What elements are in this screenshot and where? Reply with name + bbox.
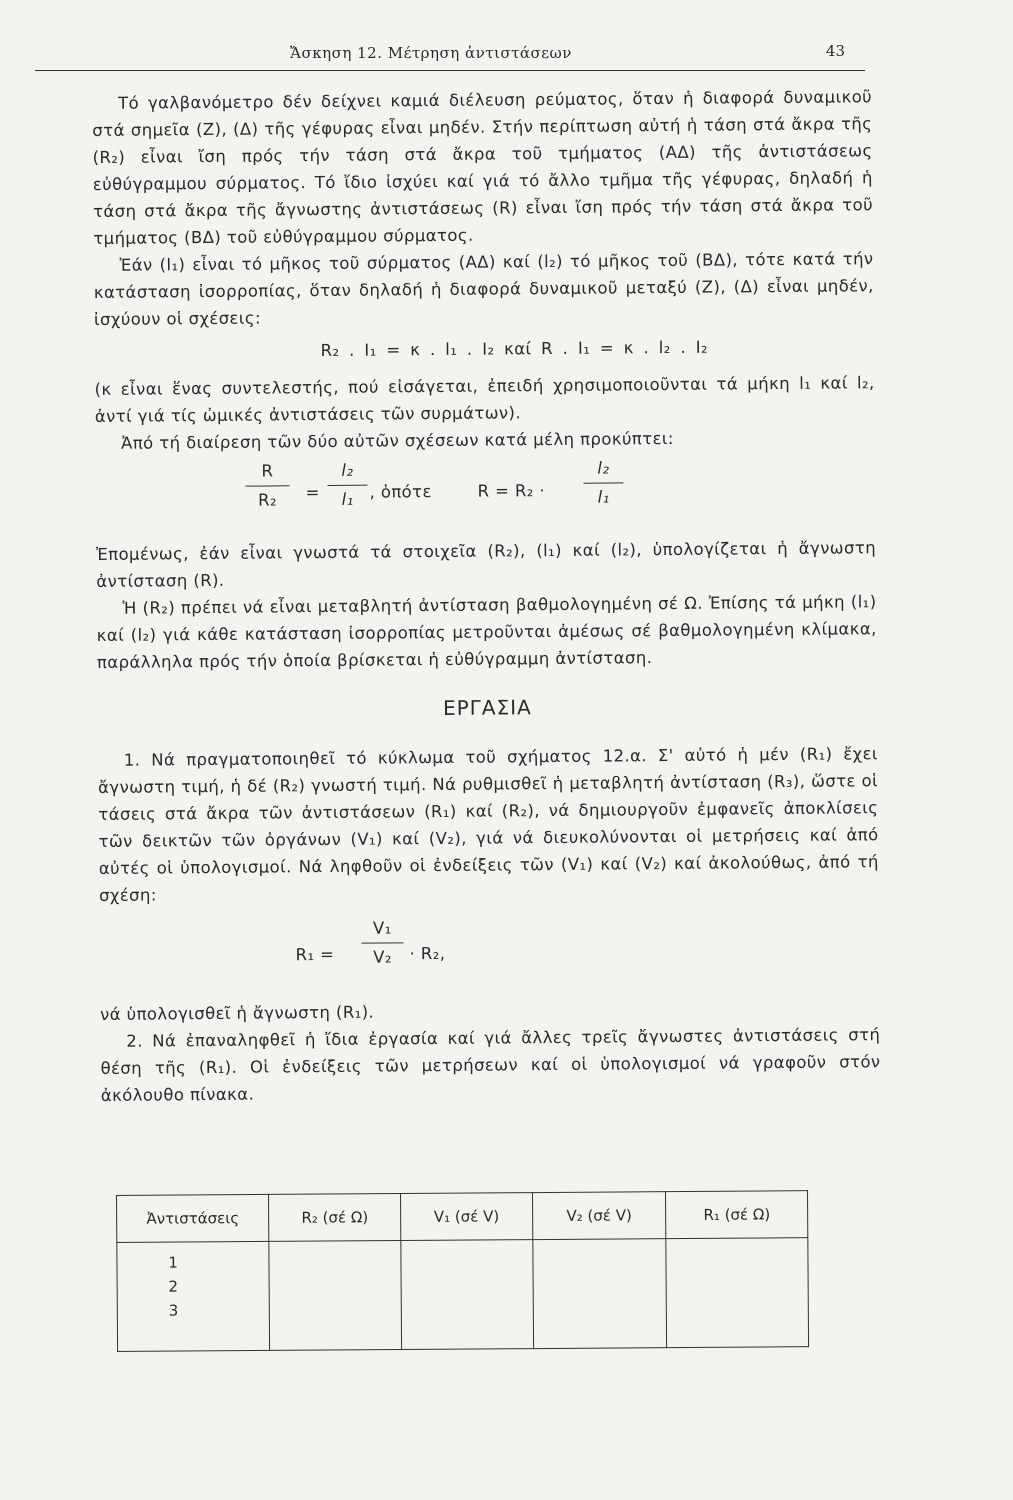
row-number: 3 <box>168 1301 179 1320</box>
column-header: Ἀντιστάσεις <box>117 1194 270 1242</box>
result-lhs: R = R₂ · <box>477 481 546 501</box>
table-header-row <box>117 1191 808 1243</box>
paragraph-task-2: 2. Νά ἐπαναληφθεῖ ἡ ἴδια ἐργασία καί γιά ἄλλες τρεῖς ἄγνωστες ἀντιστάσεις στή θέση τῆς (R₁). Οἱ ἐνδείξεις τῶν μετρήσεων καί οἱ ὑπολογισμοί νά γραφοῦν στόν ἀκόλουθο πίνακα. <box>100 1025 881 1105</box>
fraction-v1-over-v2: V₁ V₂ <box>361 916 403 969</box>
formula3-lhs: R₁ = <box>295 944 335 965</box>
table-cell <box>401 1240 533 1350</box>
fraction-result: l₂ l₁ <box>583 456 623 509</box>
paragraph-known-elements: Ἐπομένως, ἐάν εἶναι γνωστά τά στοιχεῖα (R₂), (l₁) καί (l₂), ὑπολογίζεται ἡ ἄγνωστη ἀντίσταση (R). <box>95 538 877 591</box>
paragraph-lengths: Ἐάν (l₁) εἶναι τό μῆκος τοῦ σύρματος (ΑΔ) καί (l₂) τό μῆκος τοῦ (ΒΔ), τότε κατά τήν κατάσταση ἰσορροπίας, ὅταν δηλαδή ἡ διαφορά δυναμικοῦ μεταξύ (Ζ), (Δ) εἶναι μηδέν, ἰσχύουν οἱ σχέσεις: <box>93 249 874 329</box>
paragraph-division: Ἀπό τή διαίρεση τῶν δύο αὐτῶν σχέσεων κατά μέλη προκύπτει: <box>121 428 674 453</box>
fraction-r-over-r2: R R₂ <box>245 459 289 512</box>
results-table <box>116 1190 809 1352</box>
column-header: V₁ (σέ V) <box>400 1193 532 1241</box>
table-row <box>117 1238 809 1352</box>
table-cell <box>269 1241 401 1351</box>
paragraph-variable-resistance: Ἡ (R₂) πρέπει νά εἶναι μεταβλητή ἀντίσταση βαθμολογημένη σέ Ω. Ἐπίσης τά μήκη (l₁) καί (l₂) γιά κάθε κατάσταση ἰσορροπίας μετροῦνται ἀμέσως σέ βαθμολογημένη κλίμακα, παράλληλα πρός τήν ὁποία βρίσκεται ἡ εὐθύγραμμη ἀντίσταση. <box>96 592 877 672</box>
paragraph-galvanometer: Τό γαλβανόμετρο δέν δείχνει καμιά διέλευση ρεύματος, ὅταν ἡ διαφορά δυναμικοῦ στά σημεῖα (Ζ), (Δ) τῆς γέφυρας εἶναι μηδέν. Στήν περίπτωση αὐτή ἡ τάση στά ἄκρα τῆς (R₂) εἶναι ἴση πρός τήν τάση στά ἄκρα τοῦ τμήματος (ΑΔ) τῆς ἀντιστάσεως εὐθύγραμμου σύρματος. Τό ἴδιο ἰσχύει καί γιά τό ἄλλο τμῆμα τῆς γέφυρας, δηλαδή ἡ τάση στά ἄκρα τῆς ἄγνωστης ἀντιστάσεως (R) εἶναι ἴση πρός τήν τάση στά ἄκρα τοῦ τμήματος (ΒΔ) τοῦ εὐθύγραμμου σύρματος. <box>92 87 874 248</box>
header-title: Ἄσκηση 12. Μέτρηση ἀντιστάσεων <box>290 44 572 62</box>
column-header: R₁ (σέ Ω) <box>666 1191 808 1239</box>
column-header: V₂ (σέ V) <box>532 1192 666 1240</box>
body-text <box>92 83 881 1109</box>
voltage-ratio-formula <box>99 912 880 997</box>
paragraph-compute-r1: νά ὑπολογισθεῖ ἡ ἄγνωστη (R₁). <box>99 1002 375 1024</box>
fraction-l2-over-l1: l₂ l₁ <box>327 459 367 512</box>
whence-text: , ὁπότε <box>369 482 432 502</box>
table-cell <box>666 1238 808 1348</box>
paragraph-coefficient: (κ εἶναι ἕνας συντελεστής, πού εἰσάγεται, ἐπειδή χρησιμοποιοῦνται τά μήκη l₁ καί l₂, ἀντί γιά τίς ὠμικές ἀντιστάσεις τῶν συρμάτων). <box>94 373 875 426</box>
row-number: 1 <box>168 1253 178 1272</box>
balance-equations: R₂ . I₁ = κ . l₁ . I₂ καί R . I₁ = κ . l₂ . I₂ <box>320 337 709 361</box>
formula3-rhs: · R₂, <box>409 943 446 964</box>
table-cell <box>533 1239 667 1349</box>
column-header: R₂ (σέ Ω) <box>269 1194 401 1242</box>
equals-sign: = <box>305 483 320 503</box>
running-header <box>35 40 865 71</box>
section-heading: ΕΡΓΑΣΙΑ <box>442 695 532 720</box>
row-numbers-cell <box>117 1241 270 1351</box>
paragraph-task-1: 1. Νά πραγματοποιηθεῖ τό κύκλωμα τοῦ σχήματος 12.α. Σ' αὐτό ἡ μέν (R₁) ἔχει ἄγνωστη τιμή, ἡ δέ (R₂) γνωστή τιμή. Νά ρυθμισθεῖ ἡ μεταβλητή ἀντίσταση (R₃), ὥστε οἱ τάσεις στά ἄκρα τῶν ἀντιστάσεων (R₁) καί (R₂), νά δημιουργοῦν ἐμφανεῖς ἀποκλίσεις τῶν δεικτῶν τῶν ὀργάνων (V₁) καί (V₂), γιά νά διευκολύνονται οἱ μετρήσεις καί ἀπό αὐτές οἱ ὑπολογισμοί. Νά ληφθοῦν οἱ ἐνδείξεις τῶν (V₁) καί (V₂) καί ἀκολούθως, ἀπό τή σχέση: <box>98 744 879 905</box>
ratio-formula <box>95 454 876 535</box>
page-number: 43 <box>825 42 845 60</box>
row-number: 2 <box>168 1277 179 1296</box>
